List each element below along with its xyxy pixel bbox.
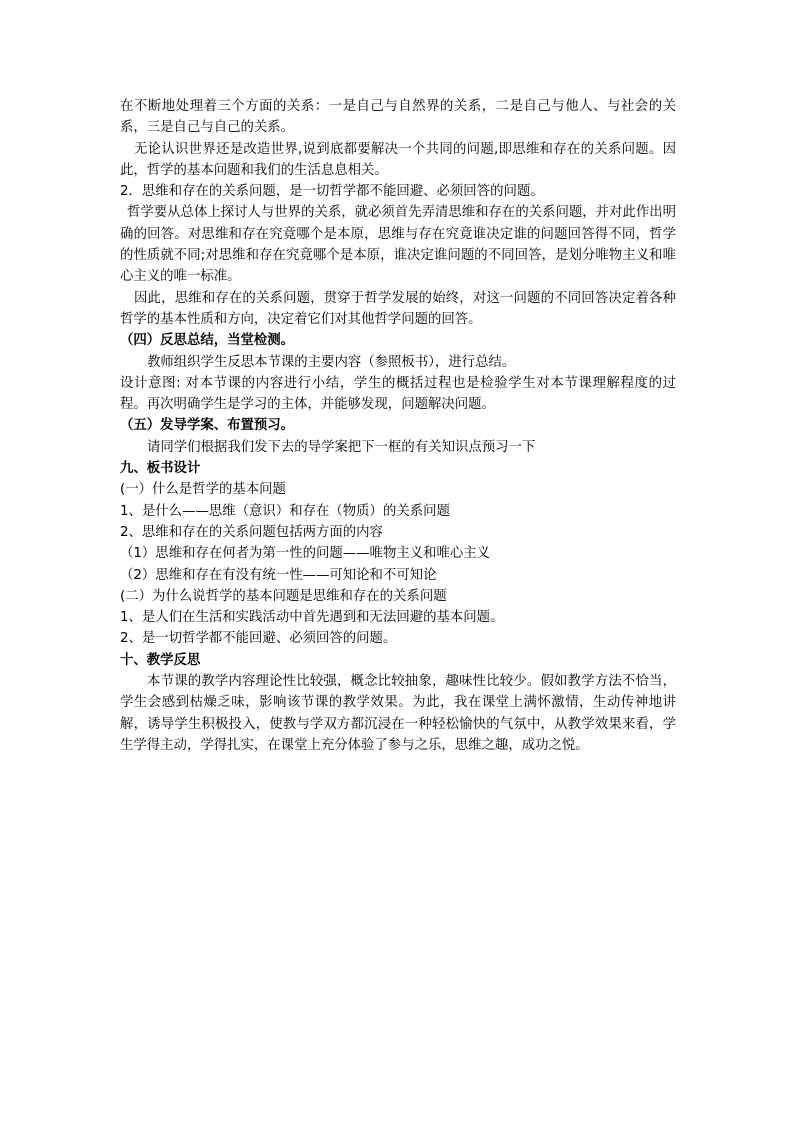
paragraph-preview: 请同学们根据我们发下去的导学案把下一框的有关知识点预习一下: [147, 439, 536, 455]
paragraph-teacher-summary: 教师组织学生反思本节课的主要内容（参照板书），进行总结。: [147, 354, 516, 370]
document-page: [120, 96, 676, 756]
board-item-2: (二）为什么说哲学的基本问题是思维和存在的关系问题: [120, 588, 447, 604]
heading-section-5: （五）发导学案、布置预习。: [120, 418, 295, 434]
paragraph-throughout: 因此，思维和存在的关系问题，贯穿于哲学发展的始终，对这一问题的不同回答决定着各种哲学的基本性质和方向，决定着它们对其他哲学问题的回答。: [120, 290, 676, 327]
board-item-1-1: 1、是什么——思维（意识）和存在（物质）的关系问题: [120, 503, 450, 519]
paragraph-relations: 在不断地处理着三个方面的关系：一是自己与自然界的关系，二是自己与他人、与社会的关系，三是自己与自己的关系。: [120, 99, 676, 136]
heading-board-design: 九、板书设计: [120, 461, 201, 477]
paragraph-basic-question: 无论认识世界还是改造世界,说到底都要解决一个共同的问题,即思维和存在的关系问题。因此，哲学的基本问题和我们的生活息息相关。: [120, 141, 676, 178]
board-item-1-2-b: （2）思维和存在有没有统一性——可知论和不可知论: [120, 567, 437, 583]
paragraph-reflection: 本节课的教学内容理论性比较强，概念比较抽象，趣味性比较少。假如教学方法不恰当，学生会感到枯燥乏味，影响该节课的教学效果。为此，我在课堂上满怀激情，生动传神地讲解，诱导学生积极投入，使教与学双方都沉浸在一种轻松愉快的气氛中，从教学效果来看，学生学得主动，学得扎实，在课堂上充分体验了参与之乐，思维之趣，成功之悦。: [120, 674, 676, 753]
board-item-1: (一）什么是哲学的基本问题: [120, 482, 286, 498]
heading-point-2: 2．思维和存在的关系问题，是一切哲学都不能回避、必须回答的问题。: [120, 184, 544, 200]
heading-section-4: （四）反思总结，当堂检测。: [120, 333, 295, 349]
heading-teaching-reflection: 十、教学反思: [120, 652, 201, 668]
board-item-1-2: 2、思维和存在的关系问题包括两方面的内容: [120, 524, 383, 540]
board-item-1-2-a: （1）思维和存在何者为第一性的问题——唯物主义和唯心主义: [120, 546, 491, 562]
paragraph-materialism-idealism: 哲学要从总体上探讨人与世界的关系，就必须首先弄清思维和存在的关系问题，并对此作出明确的回答。对思维和存在究竟哪个是本原，思维与存在究竟谁决定谁的问题回答得不同，哲学的性质就不同;对思维和存在究竟哪个是本原，谁决定谁问题的不同回答，是划分唯物主义和唯心主义的唯一标准。: [120, 205, 677, 285]
board-item-2-1: 1、是人们在生活和实践活动中首先遇到和无法回避的基本问题。: [120, 610, 504, 626]
paragraph-design-intent: 设计意图: 对本节课的内容进行小结，学生的概括过程也是检验学生对本节课理解程度的过程。再次明确学生是学习的主体，并能够发现，问题解决问题。: [120, 375, 676, 413]
board-item-2-2: 2、是一切哲学都不能回避、必须回答的问题。: [120, 631, 397, 647]
